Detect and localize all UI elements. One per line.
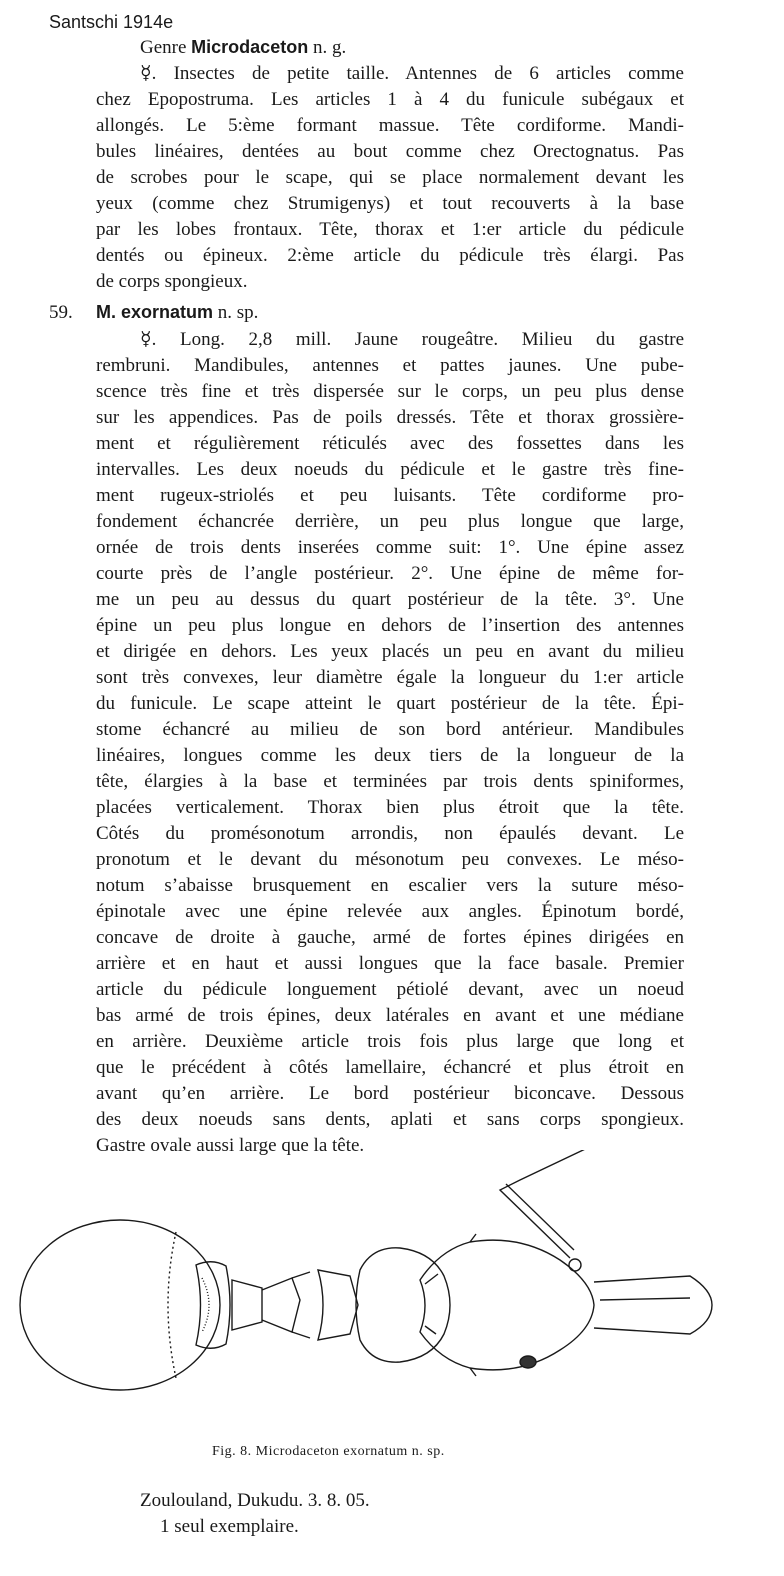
text-line: placées verticalement. Thorax bien plus étroit que la tête. [96, 797, 684, 818]
text-line: linéaires, longues comme les deux tiers de la longueur de la [96, 745, 684, 766]
ant-illustration [0, 1150, 784, 1440]
text-line: allongés. Le 5:ème formant massue. Tête cordiforme. Mandi- [96, 115, 684, 136]
text-line: et dirigée en dehors. Les yeux placés un peu en avant du milieu [96, 641, 684, 662]
text-line: bas armé de trois épines, deux latérales en avant et une médiane [96, 1005, 684, 1026]
genus-name: Microdaceton [191, 37, 309, 57]
text-line: ☿. Long. 2,8 mill. Jaune rougeâtre. Milieu du gastre [140, 329, 684, 350]
head [420, 1240, 594, 1370]
text-line: de corps spongieux. [96, 271, 248, 292]
text-line: tête, élargies à la base et terminées par trois dents spiniformes, [96, 771, 684, 792]
epinotum [318, 1270, 358, 1340]
text-line: ment et régulièrement réticulés avec des fossettes dans les [96, 433, 684, 454]
eye [520, 1356, 536, 1368]
gastre [20, 1220, 220, 1390]
text-line: notum s’abaisse brusquement en escalier vers la suture méso- [96, 875, 684, 896]
text-line: du funicule. Le scape atteint le quart postérieur de la tête. Épi- [96, 693, 684, 714]
text-line: en arrière. Deuxième article trois fois plus large que long et [96, 1031, 684, 1052]
text-line: courte près de l’angle postérieur. 2°. Une épine de même for- [96, 563, 684, 584]
promesonotum [356, 1248, 450, 1362]
genus-suffix: n. g. [312, 37, 347, 58]
specimen-count: 1 seul exemplaire. [160, 1516, 299, 1537]
text-line: fondement échancrée derrière, un peu plus longue que large, [96, 511, 684, 532]
text-line: de scrobes pour le scape, qui se place normalement devant les [96, 167, 684, 188]
text-line: article du pédicule longuement pétiolé devant, avec un noeud [96, 979, 684, 1000]
text-line: stome échancré au milieu de son bord antérieur. Mandibules [96, 719, 684, 740]
genus-heading [140, 37, 346, 59]
species-heading [96, 302, 258, 324]
text-line: sont très convexes, leur diamètre égale la longueur du 1:er article [96, 667, 684, 688]
text-line: ☿. Insectes de petite taille. Antennes de 6 articles comme [140, 63, 684, 84]
text-line: avant qu’en arrière. Le bord postérieur biconcave. Dessous [96, 1083, 684, 1104]
text-line: yeux (comme chez Strumigenys) et tout recouverts à la base [96, 193, 684, 214]
text-line: bules linéaires, dentées au bout comme chez Orectognatus. Pas [96, 141, 684, 162]
figure-caption: Fig. 8. Microdaceton exornatum n. sp. [212, 1444, 445, 1459]
text-line: intervalles. Les deux noeuds du pédicule et le gastre très fine- [96, 459, 684, 480]
text-line: Gastre ovale aussi large que la tête. [96, 1135, 365, 1156]
text-line: me un peu au dessus du quart postérieur de la tête. 3°. Une [96, 589, 684, 610]
genus-prefix: Genre [140, 37, 187, 58]
text-line: scence très fine et très dispersée sur le corps, un peu plus dense [96, 381, 684, 402]
locality: Zoulouland, Dukudu. 3. 8. 05. [140, 1490, 370, 1511]
text-line: rembruni. Mandibules, antennes et pattes jaunes. Une pube- [96, 355, 684, 376]
text-line: par les lobes frontaux. Tête, thorax et 1:er article du pédicule [96, 219, 684, 240]
petiole [232, 1280, 262, 1330]
text-line: épinotale avec une épine relevée aux angles. Épinotum bordé, [96, 901, 684, 922]
text-line: sur les appendices. Pas de poils dressés. Tête et thorax grossière- [96, 407, 684, 428]
text-line: des deux noeuds sans dents, aplati et sans corps spongieux. [96, 1109, 684, 1130]
text-line: pronotum et le devant du mésonotum peu convexes. Le méso- [96, 849, 684, 870]
species-suffix: n. sp. [217, 302, 259, 323]
genus-description [96, 61, 684, 295]
text-line: arrière et en haut et aussi longues que la face basale. Premier [96, 953, 684, 974]
species-name: M. exornatum [96, 302, 214, 322]
text-line: ornée de trois dents inserées comme suit: 1°. Une épine assez [96, 537, 684, 558]
text-line: Côtés du promésonotum arrondis, non épaulés devant. Le [96, 823, 684, 844]
text-line: dentés ou épineux. 2:ème article du pédicule très élargi. Pas [96, 245, 684, 266]
text-line: ment rugeux-striolés et peu luisants. Tête cordiforme pro- [96, 485, 684, 506]
text-line: épine un peu plus longue en dehors de l’insertion des antennes [96, 615, 684, 636]
text-line: chez Epopostruma. Les articles 1 à 4 du funicule subégaux et [96, 89, 684, 110]
mandibles [594, 1276, 712, 1334]
page-header: Santschi 1914e [49, 12, 174, 32]
text-line: concave de droite à gauche, armé de fortes épines dirigées en [96, 927, 684, 948]
species-description [96, 327, 684, 1159]
text-line: que le précédent à côtés lamellaire, échancré et plus étroit en [96, 1057, 684, 1078]
species-number: 59. [49, 302, 73, 323]
